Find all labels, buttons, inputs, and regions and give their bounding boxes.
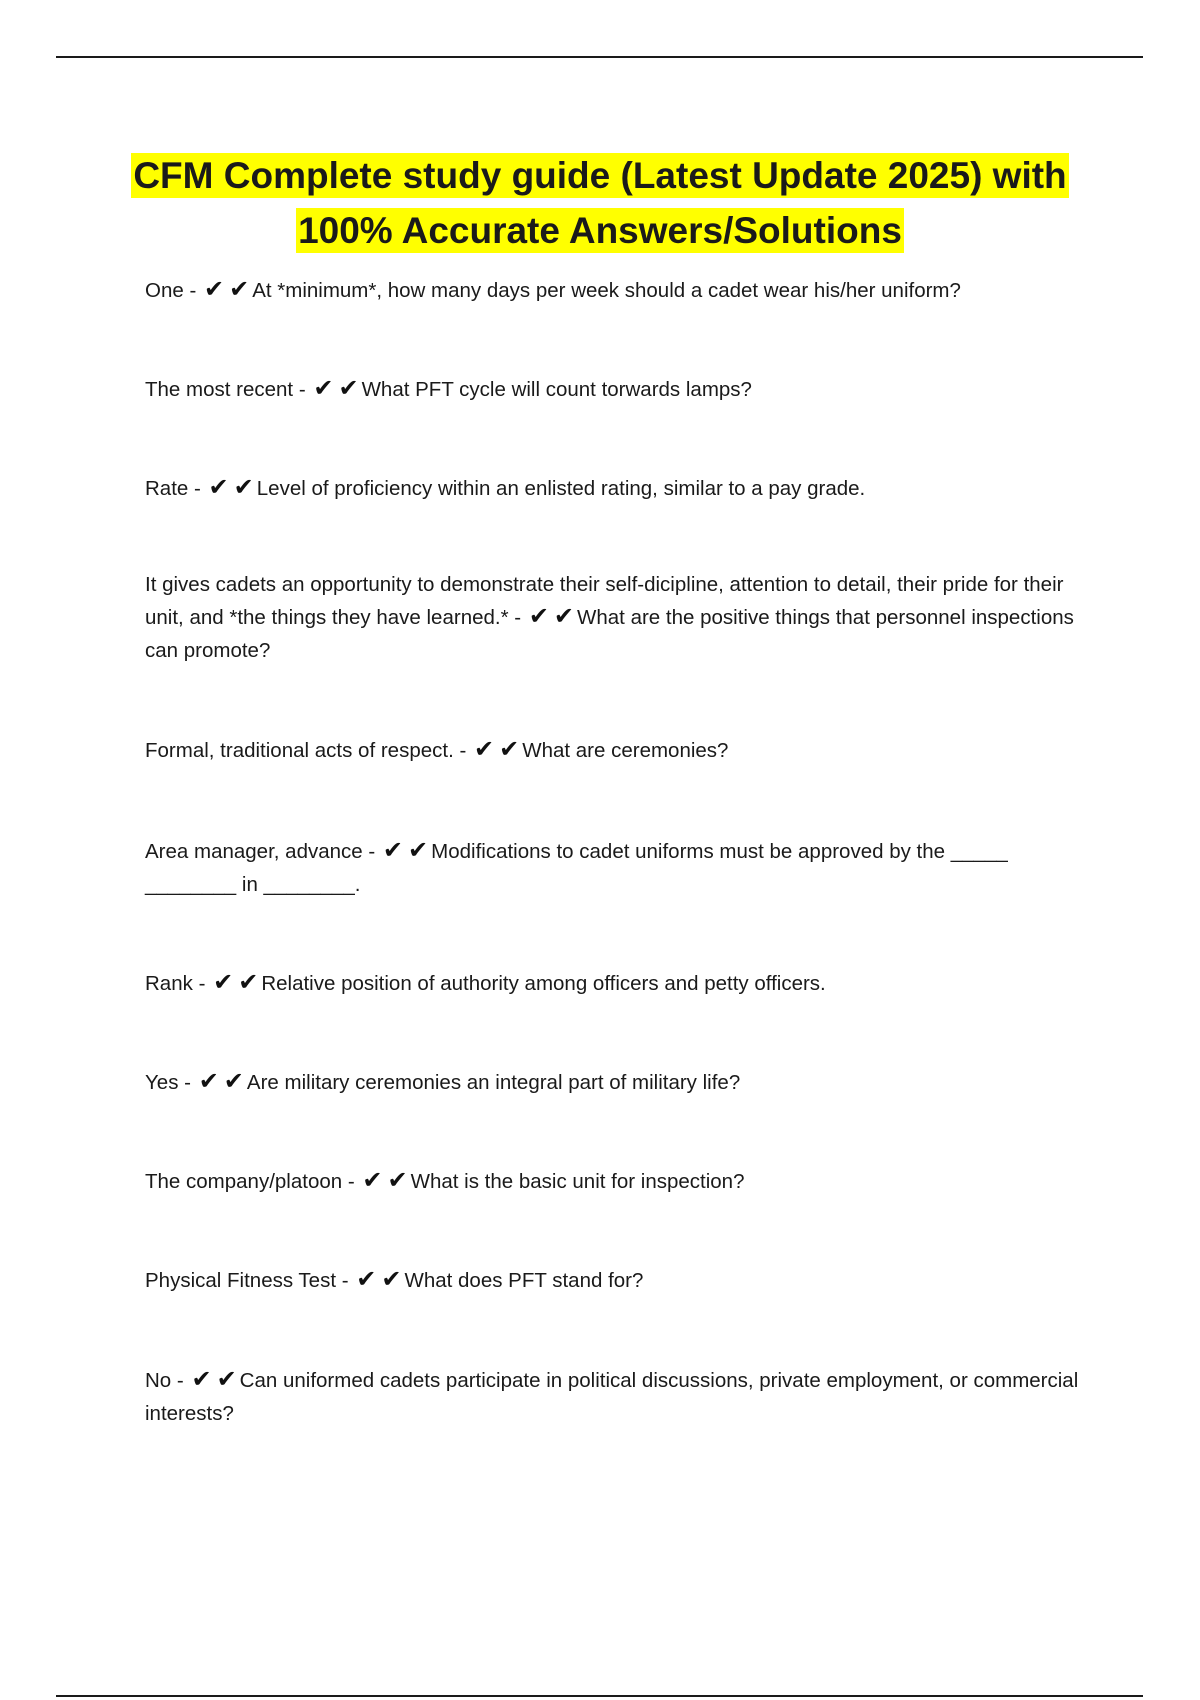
separator: - bbox=[184, 1071, 191, 1094]
qa-item bbox=[145, 734, 1090, 767]
title-line-2: 100% Accurate Answers/Solutions bbox=[298, 210, 902, 251]
question-text: What is the basic unit for inspection? bbox=[410, 1170, 745, 1193]
question-text: What are ceremonies? bbox=[522, 739, 729, 762]
answer-text: No bbox=[145, 1369, 172, 1392]
checkmark-icon: ✔ bbox=[233, 473, 254, 501]
top-rule bbox=[56, 56, 1143, 58]
answer-text: One bbox=[145, 279, 184, 302]
checkmark-icon: ✔ bbox=[474, 735, 495, 763]
separator: - bbox=[347, 1170, 355, 1193]
answer-text: Formal, traditional acts of respect. bbox=[145, 739, 454, 762]
question-text: What PFT cycle will count torwards lamps? bbox=[361, 378, 752, 401]
page-title bbox=[60, 148, 1140, 258]
question-text: Relative position of authority among officers and petty officers. bbox=[261, 972, 826, 995]
checkmark-icon: ✔ bbox=[382, 836, 404, 864]
answer-text: It gives cadets an opportunity to demonstrate their self-dicipline, attention to detail, their pride for their unit, and *the things they have learned.* bbox=[145, 573, 1064, 629]
separator: - bbox=[514, 606, 522, 629]
checkmark-icon: ✔ bbox=[381, 1265, 402, 1293]
bottom-rule bbox=[56, 1695, 1143, 1697]
qa-item bbox=[145, 274, 1090, 307]
qa-item bbox=[145, 373, 1090, 406]
answer-text: Rate bbox=[145, 477, 189, 500]
checkmark-icon: ✔ bbox=[313, 374, 334, 402]
answer-text: The company/platoon bbox=[145, 1170, 343, 1193]
checkmark-icon: ✔ bbox=[528, 602, 549, 630]
checkmark-icon: ✔ bbox=[238, 968, 259, 996]
question-text: Level of proficiency within an enlisted rating, similar to a pay grade. bbox=[256, 477, 866, 500]
checkmark-icon: ✔ bbox=[203, 275, 225, 303]
qa-item bbox=[145, 967, 1090, 1000]
separator: - bbox=[341, 1269, 349, 1292]
answer-text: Rank bbox=[145, 972, 193, 995]
checkmark-icon: ✔ bbox=[553, 602, 575, 630]
qa-item bbox=[145, 835, 1090, 901]
separator: - bbox=[198, 972, 206, 995]
question-text: Are military ceremonies an integral part of military life? bbox=[246, 1071, 741, 1094]
checkmark-icon: ✔ bbox=[387, 1166, 408, 1194]
qa-item bbox=[145, 472, 1090, 505]
separator: - bbox=[189, 279, 197, 302]
question-text: Can uniformed cadets participate in political discussions, private employment, or commercial interests? bbox=[145, 1369, 1079, 1425]
checkmark-icon: ✔ bbox=[408, 836, 429, 864]
answer-text: The most recent bbox=[145, 378, 294, 401]
qa-item bbox=[145, 568, 1090, 667]
qa-item bbox=[145, 1364, 1090, 1430]
answer-text: Yes bbox=[145, 1071, 179, 1094]
checkmark-icon: ✔ bbox=[216, 1365, 237, 1393]
separator: - bbox=[298, 378, 306, 401]
question-text: What does PFT stand for? bbox=[404, 1269, 644, 1292]
separator: - bbox=[176, 1369, 184, 1392]
title-line-1: CFM Complete study guide (Latest Update 2025) with bbox=[133, 155, 1067, 196]
checkmark-icon: ✔ bbox=[229, 275, 250, 303]
separator: - bbox=[368, 840, 376, 863]
qa-item bbox=[145, 1165, 1090, 1198]
qa-item bbox=[145, 1066, 1090, 1099]
checkmark-icon: ✔ bbox=[356, 1265, 377, 1293]
question-text: Modifications to cadet uniforms must be approved by the _____ ________ in ________. bbox=[145, 840, 1008, 896]
separator: - bbox=[194, 477, 201, 500]
checkmark-icon: ✔ bbox=[499, 735, 520, 763]
question-text: At *minimum*, how many days per week should a cadet wear his/her uniform? bbox=[252, 279, 961, 302]
question-text: What are the positive things that personnel inspections can promote? bbox=[145, 606, 1074, 662]
checkmark-icon: ✔ bbox=[213, 968, 234, 996]
checkmark-icon: ✔ bbox=[362, 1166, 383, 1194]
checkmark-icon: ✔ bbox=[208, 473, 229, 501]
separator: - bbox=[459, 739, 467, 762]
qa-item bbox=[145, 1264, 1090, 1297]
checkmark-icon: ✔ bbox=[198, 1067, 219, 1095]
checkmark-icon: ✔ bbox=[223, 1067, 244, 1095]
checkmark-icon: ✔ bbox=[338, 374, 359, 402]
answer-text: Physical Fitness Test bbox=[145, 1269, 337, 1292]
checkmark-icon: ✔ bbox=[191, 1365, 212, 1393]
answer-text: Area manager, advance bbox=[145, 840, 363, 863]
